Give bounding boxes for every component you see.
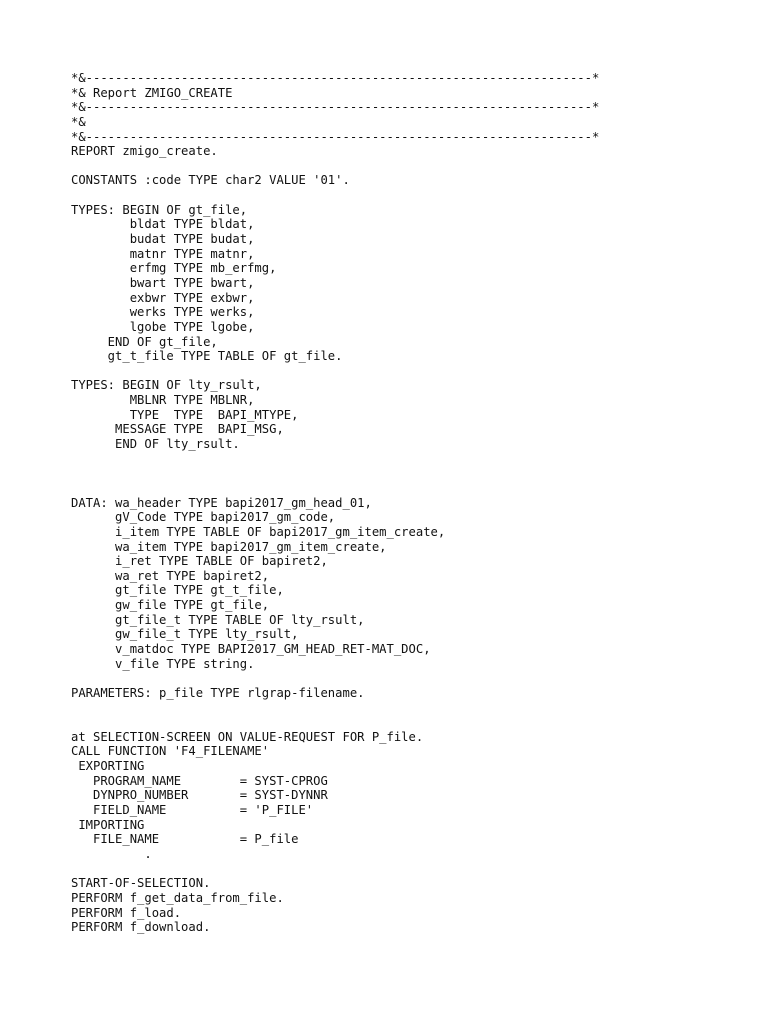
code-line: *&---------------------------------------------------------------------* <box>71 71 600 85</box>
code-line: i_item TYPE TABLE OF bapi2017_gm_item_create, <box>71 524 446 539</box>
code-line: PROGRAM_NAME = SYST-CPROG <box>71 773 328 788</box>
code-line: FIELD_NAME = 'P_FILE' <box>71 803 314 818</box>
code-line <box>71 671 751 686</box>
code-line: bldat TYPE bldat, <box>71 217 255 232</box>
code-line: EXPORTING <box>71 759 145 774</box>
code-line: wa_ret TYPE bapiret2, <box>71 568 270 583</box>
code-line: PARAMETERS: p_file TYPE rlgrap-filename. <box>71 685 365 700</box>
code-line <box>71 188 751 203</box>
code-line: *&---------------------------------------------------------------------* <box>71 129 600 144</box>
code-line <box>71 701 751 716</box>
code-line: . <box>71 846 152 861</box>
code-line <box>71 466 751 481</box>
code-line: IMPORTING <box>71 817 145 832</box>
code-line: erfmg TYPE mb_erfmg, <box>71 261 277 276</box>
code-line: wa_item TYPE bapi2017_gm_item_create, <box>71 539 387 554</box>
code-line: gw_file TYPE gt_file, <box>71 598 270 613</box>
code-line: END OF lty_rsult. <box>71 437 240 452</box>
code-line: v_file TYPE string. <box>71 656 255 671</box>
code-line <box>71 481 751 496</box>
code-line: END OF gt_file, <box>71 334 218 349</box>
code-line: gt_t_file TYPE TABLE OF gt_file. <box>71 349 343 364</box>
code-line: *&---------------------------------------------------------------------* <box>71 100 600 115</box>
code-line: gt_file_t TYPE TABLE OF lty_rsult, <box>71 612 365 627</box>
code-line: MBLNR TYPE MBLNR, <box>71 393 255 408</box>
code-line: PERFORM f_load. <box>71 905 182 920</box>
code-line: FILE_NAME = P_file <box>71 832 299 847</box>
code-line: PERFORM f_get_data_from_file. <box>71 890 284 905</box>
code-line: *& Report ZMIGO_CREATE <box>71 85 233 100</box>
code-line: gV_Code TYPE bapi2017_gm_code, <box>71 510 336 525</box>
code-line <box>71 715 751 730</box>
code-line: i_ret TYPE TABLE OF bapiret2, <box>71 554 328 569</box>
code-line <box>71 452 751 467</box>
code-line: at SELECTION-SCREEN ON VALUE-REQUEST FOR P_file. <box>71 729 424 744</box>
code-line: v_matdoc TYPE BAPI2017_GM_HEAD_RET-MAT_DOC, <box>71 641 431 656</box>
code-line: *& <box>71 114 86 129</box>
code-line: TYPES: BEGIN OF gt_file, <box>71 202 248 217</box>
code-line: TYPES: BEGIN OF lty_rsult, <box>71 378 262 393</box>
code-line: REPORT zmigo_create. <box>71 144 218 159</box>
code-line: PERFORM f_download. <box>71 920 211 935</box>
code-line: MESSAGE TYPE BAPI_MSG, <box>71 422 284 437</box>
code-line: DYNPRO_NUMBER = SYST-DYNNR <box>71 788 328 803</box>
code-document <box>71 71 751 935</box>
code-line: CALL FUNCTION 'F4_FILENAME' <box>71 744 270 759</box>
code-line: DATA: wa_header TYPE bapi2017_gm_head_01, <box>71 495 372 510</box>
code-line: lgobe TYPE lgobe, <box>71 319 255 334</box>
code-line: START-OF-SELECTION. <box>71 876 211 891</box>
code-line <box>71 364 751 379</box>
code-line <box>71 862 751 877</box>
code-line: exbwr TYPE exbwr, <box>71 290 255 305</box>
code-line: TYPE TYPE BAPI_MTYPE, <box>71 407 299 422</box>
code-line: werks TYPE werks, <box>71 305 255 320</box>
code-line: gw_file_t TYPE lty_rsult, <box>71 627 299 642</box>
code-line: CONSTANTS :code TYPE char2 VALUE '01'. <box>71 173 350 188</box>
code-line: bwart TYPE bwart, <box>71 275 255 290</box>
code-line: budat TYPE budat, <box>71 232 255 247</box>
code-line: matnr TYPE matnr, <box>71 246 255 261</box>
code-line <box>71 159 751 174</box>
code-line: gt_file TYPE gt_t_file, <box>71 583 284 598</box>
